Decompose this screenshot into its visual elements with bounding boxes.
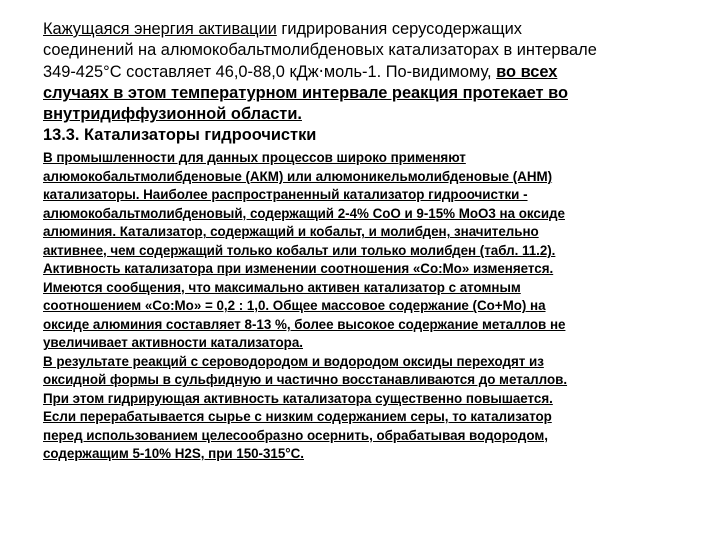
body-line: активнее, чем содержащий только кобальт или только молибден (табл. 11.2). bbox=[43, 242, 556, 258]
body-line: алюмокобальтмолибденовые (АКМ) или алюмоникельмолибденовые (АНМ) bbox=[43, 168, 553, 184]
activation-energy-term: Кажущаяся энергия активации bbox=[43, 20, 277, 38]
body-line: содержащим 5-10% H2S, при 150-315°С. bbox=[43, 446, 304, 462]
body-line: увеличивает активности катализатора. bbox=[43, 335, 303, 351]
intro-line-2: соединений на алюмокобальтмолибденовых катализаторах в интервале bbox=[43, 41, 597, 60]
body-line: В промышленности для данных процессов широко применяют bbox=[43, 150, 466, 166]
intro-line-1-rest: гидрирования серусодержащих bbox=[276, 20, 522, 38]
intro-paragraph bbox=[43, 19, 683, 125]
intro-line-1 bbox=[43, 19, 683, 40]
body-line: перед использованием целесообразно осернить, обрабатывая водородом, bbox=[43, 427, 548, 443]
body-line: оксидной формы в сульфидную и частично восстанавливаются до металлов. bbox=[43, 372, 568, 388]
body-line: алюмокобальтмолибденовый, содержащий 2-4% СоО и 9-15% МоО3 на оксиде bbox=[43, 205, 565, 221]
body-line: Если перерабатывается сырье с низким содержанием серы, то катализатор bbox=[43, 409, 552, 425]
body-line: катализаторы. Наиболее распространенный катализатор гидроочистки - bbox=[43, 187, 528, 203]
intro-line-3-plain: 349-425°C составляет 46,0-88,0 кДж‧моль-1. По-видимому, bbox=[43, 62, 497, 81]
body-line: оксиде алюминия составляет 8-13 %, более высокое содержание металлов не bbox=[43, 316, 566, 332]
body-line: В результате реакций с сероводородом и водородом оксиды переходят из bbox=[43, 353, 544, 369]
intro-line-4: случаях в этом температурном интервале реакция протекает во bbox=[43, 83, 568, 102]
body-line: При этом гидрирующая активность катализатора существенно повышается. bbox=[43, 390, 553, 406]
body-line: Активность катализатора при изменении соотношения «Со:Мо» изменяется. bbox=[43, 261, 554, 277]
intro-line-5: внутридиффузионной области. bbox=[43, 105, 302, 124]
body-line: Имеются сообщения, что максимально активен катализатор с атомным bbox=[43, 279, 521, 295]
slide-content bbox=[43, 19, 683, 464]
body-line: алюминия. Катализатор, содержащий и кобальт, и молибден, значительно bbox=[43, 224, 539, 240]
section-heading: 13.3. Катализаторы гидроочистки bbox=[43, 126, 317, 145]
intro-line-3 bbox=[43, 62, 683, 83]
body-paragraph bbox=[43, 149, 683, 464]
intro-emphasis: во всех bbox=[496, 62, 558, 81]
body-line: соотношением «Со:Мо» = 0,2 : 1,0. Общее массовое содержание (Со+Мо) на bbox=[43, 298, 546, 314]
